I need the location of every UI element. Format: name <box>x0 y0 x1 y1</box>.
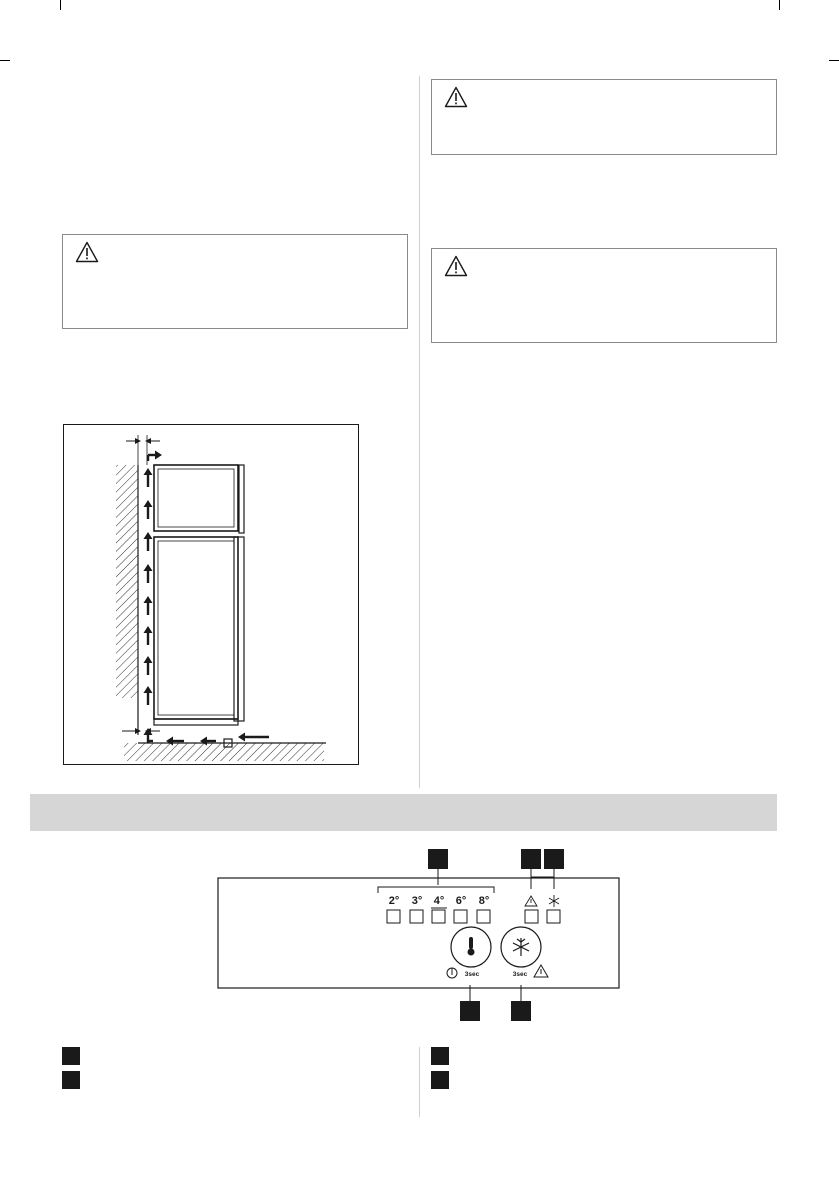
temp-label-2: 2° <box>388 895 400 907</box>
fast-freeze-button-caption: 3sec <box>512 971 528 978</box>
crop-mark-top-right <box>829 60 839 61</box>
airflow-up-arrows <box>144 468 153 705</box>
temp-indicator-4 <box>432 910 445 923</box>
freezer-door <box>239 465 244 533</box>
wall-hatch <box>116 465 138 698</box>
fridge-door <box>234 537 244 721</box>
legend-marker-4 <box>431 1071 449 1089</box>
alarm-triangle-icon <box>525 896 537 906</box>
section-heading-band <box>30 794 777 831</box>
temp-label-6: 6° <box>455 895 467 907</box>
warning-triangle-icon <box>75 241 99 263</box>
crop-mark-top-left-vertical <box>60 0 61 10</box>
temp-indicator-3 <box>410 910 423 923</box>
airflow-exit-arrow <box>148 451 162 462</box>
legend-marker-3 <box>431 1047 449 1065</box>
warning-triangle-icon <box>444 255 468 277</box>
temperature-button-caption: 3sec <box>464 971 480 978</box>
callout-fast-freeze-indicator <box>544 849 564 869</box>
warning-box-right-bottom <box>431 248 777 343</box>
temperature-button[interactable] <box>451 927 491 967</box>
alarm-indicator <box>525 910 538 923</box>
crop-mark-top-left <box>0 60 10 61</box>
legend-column-divider <box>419 1047 420 1117</box>
callout-fast-freeze-button <box>511 1001 531 1021</box>
fridge-compartment <box>154 537 238 719</box>
freezer-compartment <box>154 465 238 531</box>
fast-freeze-button[interactable] <box>501 927 541 967</box>
control-panel-diagram <box>218 849 620 1024</box>
callout-temperature-button <box>460 1001 480 1021</box>
ventilation-diagram <box>64 425 360 766</box>
warning-triangle-icon <box>444 86 468 108</box>
fast-freeze-snowflake-icon <box>549 895 559 907</box>
legend-marker-1 <box>62 1047 80 1065</box>
fast-freeze-indicator <box>547 910 560 923</box>
temp-label-8: 8° <box>478 895 490 907</box>
temp-indicator-2 <box>387 910 400 923</box>
appliance-base <box>154 719 238 725</box>
callout-temperature-indicators <box>428 849 448 869</box>
temp-indicator-6 <box>454 910 467 923</box>
legend-marker-2 <box>62 1071 80 1089</box>
temp-indicator-8 <box>477 910 490 923</box>
crop-mark-top-right-vertical <box>779 0 780 10</box>
callout-alarm-indicator <box>521 849 541 869</box>
column-divider <box>419 76 420 788</box>
alarm-triangle-icon <box>534 965 548 977</box>
warning-box-right-top <box>431 79 777 155</box>
temp-label-3: 3° <box>411 895 423 907</box>
power-icon <box>447 968 457 978</box>
ventilation-figure <box>63 424 359 765</box>
temp-label-4: 4° <box>433 895 445 907</box>
warning-box-left <box>62 234 408 329</box>
